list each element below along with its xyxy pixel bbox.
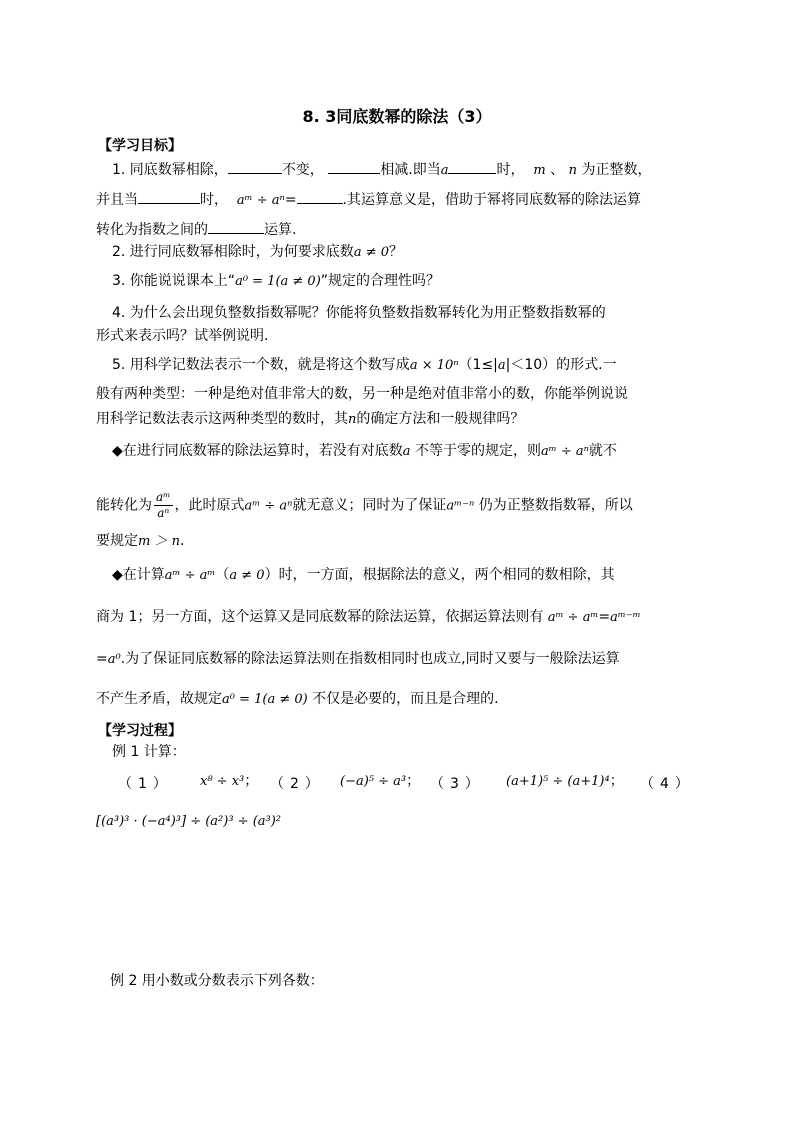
- blank-2: [328, 159, 380, 174]
- blank-5: [297, 189, 343, 204]
- example-1-label: 例 1 计算：: [112, 744, 186, 760]
- ex1-problem-1: x⁸ ÷ x³；: [200, 773, 259, 789]
- goal-1-line-1: 1. 同底数幂相除， 不变， 相减.即当a 时， m 、 n 为正整数，: [112, 159, 651, 180]
- example-2-label: 例 2 用小数或分数表示下列各数：: [110, 973, 324, 989]
- goal-5-line-3: 用科学记数法表示这两种类型的数时，其n的确定方法和一般规律吗？: [96, 411, 525, 427]
- blank-1: [228, 159, 282, 174]
- page-title: 8. 3同底数幂的除法（3）: [302, 107, 492, 126]
- ex1-problem-2-label: （2）: [270, 776, 325, 792]
- note-2-line-2: 商为 1；另一方面，这个运算又是同底数幂的除法运算，依据运算法则有 aᵐ ÷ aᵐ=aᵐ⁻ᵐ: [96, 609, 641, 625]
- goal-4-line-1: 4. 为什么会出现负整数指数幂呢？你能将负整数指数幂转化为用正整数指数幂的: [112, 305, 606, 321]
- goals-heading: 【学习目标】: [98, 138, 182, 154]
- process-heading: 【学习过程】: [98, 723, 182, 739]
- note-1-line-2: 能转化为 $\frac{\text{aᵐ}}{\text{aⁿ}}$ ，此时原式aᵐ ÷ aⁿ就无意义；同时为了保证aᵐ⁻ⁿ 仍为正整数指数幂，所以: [96, 490, 633, 520]
- goal-1-line-3: 转化为指数之间的 运算.: [96, 219, 296, 239]
- note-1-line-3: 要规定m ＞ n.: [96, 533, 185, 549]
- ex1-problem-4: [(a³)³ · (−a⁴)³] ÷ (a²)³ ÷ (a³)²: [96, 814, 282, 829]
- note-2-line-1: ◆在计算aᵐ ÷ aᵐ（a ≠ 0）时，一方面，根据除法的意义，两个相同的数相除，其: [112, 567, 615, 583]
- ex1-problem-2: (−a)⁵ ÷ a³；: [340, 773, 421, 789]
- blank-3: [448, 159, 496, 174]
- goal-3: 3. 你能说说课本上“a⁰ = 1(a ≠ 0)”规定的合理性吗？: [112, 273, 441, 289]
- ex1-problem-1-label: （1）: [118, 776, 173, 792]
- blank-6: [208, 219, 264, 234]
- fraction-am-over-an: $\frac{\text{aᵐ}}{\text{aⁿ}}$: [156, 490, 171, 520]
- goal-5-line-1: 5. 用科学记数法表示一个数，就是将这个数写成a × 10ⁿ（1≤|a|＜10）的形式.一: [112, 357, 617, 373]
- goal-5-line-2: 般有两种类型：一种是绝对值非常大的数，另一种是绝对值非常小的数，你能举例说说: [96, 386, 628, 402]
- note-1-line-1: ◆在进行同底数幂的除法运算时，若没有对底数a 不等于零的规定，则aᵐ ÷ aⁿ就不: [112, 443, 617, 459]
- note-2-line-4: 不产生矛盾，故规定a⁰ = 1(a ≠ 0) 不仅是必要的，而且是合理的.: [96, 691, 499, 707]
- ex1-problem-3: (a+1)⁵ ÷ (a+1)⁴；: [506, 773, 624, 789]
- goal-4-line-2: 形式来表示吗？试举例说明.: [96, 328, 269, 344]
- blank-4: [138, 189, 200, 204]
- ex1-problem-4-label: （4）: [640, 776, 695, 792]
- goal-2: 2. 进行同底数幂相除时，为何要求底数a ≠ 0？: [112, 244, 403, 260]
- goal-1-line-2: 并且当 时， aᵐ ÷ aⁿ= .其运算意义是，借助于幂将同底数幂的除法运算: [96, 189, 641, 210]
- ex1-problem-3-label: （3）: [430, 776, 485, 792]
- note-2-line-3: =a⁰.为了保证同底数幂的除法运算法则在指数相同时也成立,同时又要与一般除法运算: [96, 651, 620, 667]
